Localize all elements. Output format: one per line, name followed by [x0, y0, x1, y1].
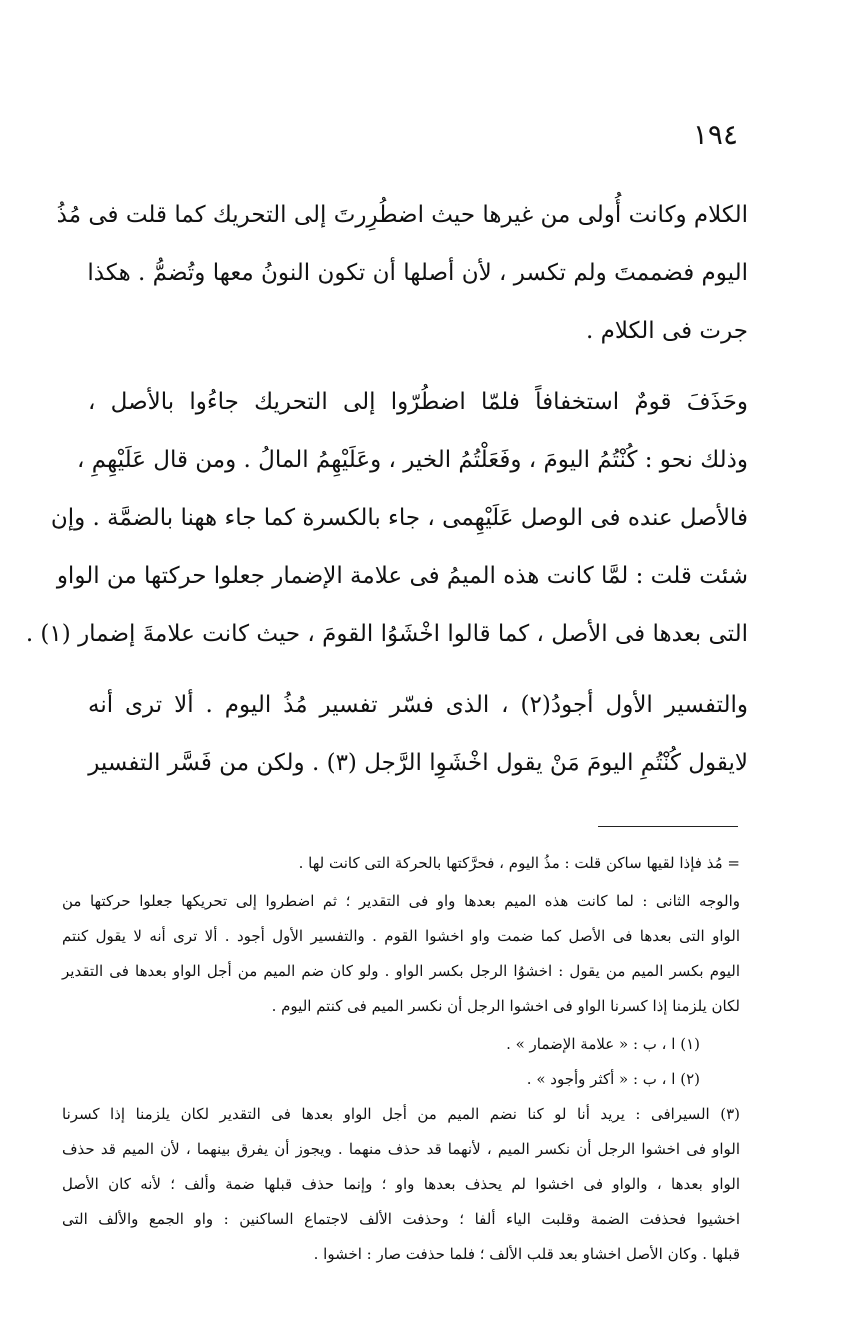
paragraph-2: [25, 373, 748, 663]
page-number: ١٩٤: [692, 118, 738, 151]
footnote-line: الواو فى اخشوا الرجل أن نكسر الميم ، لأنهما قد حذف منهما . ويجوز أن يفرق بينهما ، لأن الميم قد حذف: [62, 1140, 740, 1158]
footnote-line: لكان يلزمنا إذا كسرنا الواو فى اخشوا الرجل أن نكسر الميم فى كنتم اليوم .: [271, 997, 740, 1015]
text-line: لايقول كُنْتُمِ اليومَ مَنْ يقول اخْشَوِا الرَّجل (٣) . ولكن من فَسَّر التفسير: [88, 750, 748, 776]
text-line: فالأصل عنده فى الوصل عَلَيْهِمى ، جاء بالكسرة كما جاء ههنا بالضمَّة . وإن: [50, 505, 748, 531]
text-line: التى بعدها فى الأصل ، كما قالوا اخْشَوُا القومَ ، حيث كانت علامةَ إضمار (١) .: [25, 621, 748, 647]
paragraph-3: [88, 676, 748, 792]
text-line: والتفسير الأول أجودُ(٢) ، الذى فسّر تفسير مُذُ اليوم . ألا ترى أنه: [88, 692, 748, 718]
footnote-line: الواو بعدها ، والواو فى اخشوا لم يحذف بعدها واو ؛ وإنما حذف قبلها ضمة وألف ؛ لأنه كان الأصل: [62, 1175, 740, 1193]
footnote-line: قبلها . وكان الأصل اخشاو بعد قلب الألف ؛ فلما حذفت صار : اخشوا .: [313, 1245, 740, 1263]
text-line: اليوم فضممتَ ولم تكسر ، لأن أصلها أن تكون النونُ معها وتُضمُّ . هكذا: [87, 260, 748, 286]
text-line: وذلك نحو : كُنْتُمُ اليومَ ، وفَعَلْتُمُ الخير ، وعَلَيْهِمُ المالُ . ومن قال عَلَيْهِمِ ،: [77, 447, 748, 473]
footnote-line: والوجه الثانى : لما كانت هذه الميم بعدها واو فى التقدير ؛ ثم اضطروا إلى تحريكها جعلوا حركتها من: [62, 892, 740, 910]
footnote-line: الواو التى بعدها فى الأصل كما ضمت واو اخشوا القوم . والتفسير الأول أجود . ألا ترى أنه لا يقول كنتم: [62, 927, 741, 945]
footnote-paragraph: [62, 884, 740, 1024]
footnote-1: (١) ا ، ب : « علامة الإضمار » .: [506, 1035, 700, 1053]
paragraph-1: [56, 186, 748, 360]
footnote-line: اليوم بكسر الميم من يقول : اخشوُا الرجل بكسر الواو . ولو كان ضم الميم من أجل الواو بعدها فى التقدير: [62, 962, 740, 980]
footnote-line: (٣) السيرافى : يريد أنا لو كنا نضم الميم من أجل الواو بعدها فى التقدير لكان يلزمنا إذا كسرنا: [62, 1105, 740, 1123]
footnote-divider: [598, 826, 738, 827]
footnote-continuation: = مُذ فإذا لقيها ساكن قلت : مذُ اليوم ، فحرَّكتها بالحركة التى كانت لها .: [298, 854, 740, 872]
footnotes: [62, 846, 740, 1272]
text-line: وحَذَفَ قومٌ استخفافاً فلمّا اضطُرّوا إلى التحريك جاءُوا بالأصل ،: [88, 389, 748, 415]
footnote-2: (٢) ا ، ب : « أكثر وأجود » .: [526, 1070, 700, 1088]
text-line: جرت فى الكلام .: [585, 318, 748, 344]
text-line: الكلام وكانت أُولى من غيرها حيث اضطُرِرتَ إلى التحريك كما قلت فى مُذُ: [56, 202, 748, 228]
main-text: [25, 186, 748, 792]
footnote-line: اخشيوا فحذفت الضمة وقلبت الياء ألفا ؛ وحذفت الألف لاجتماع الساكنين : واو الجمع والألف التى: [62, 1210, 740, 1228]
text-line: شئت قلت : لمَّا كانت هذه الميمُ فى علامة الإضمار جعلوا حركتها من الواو: [56, 563, 748, 589]
footnote-3: [62, 1097, 740, 1272]
